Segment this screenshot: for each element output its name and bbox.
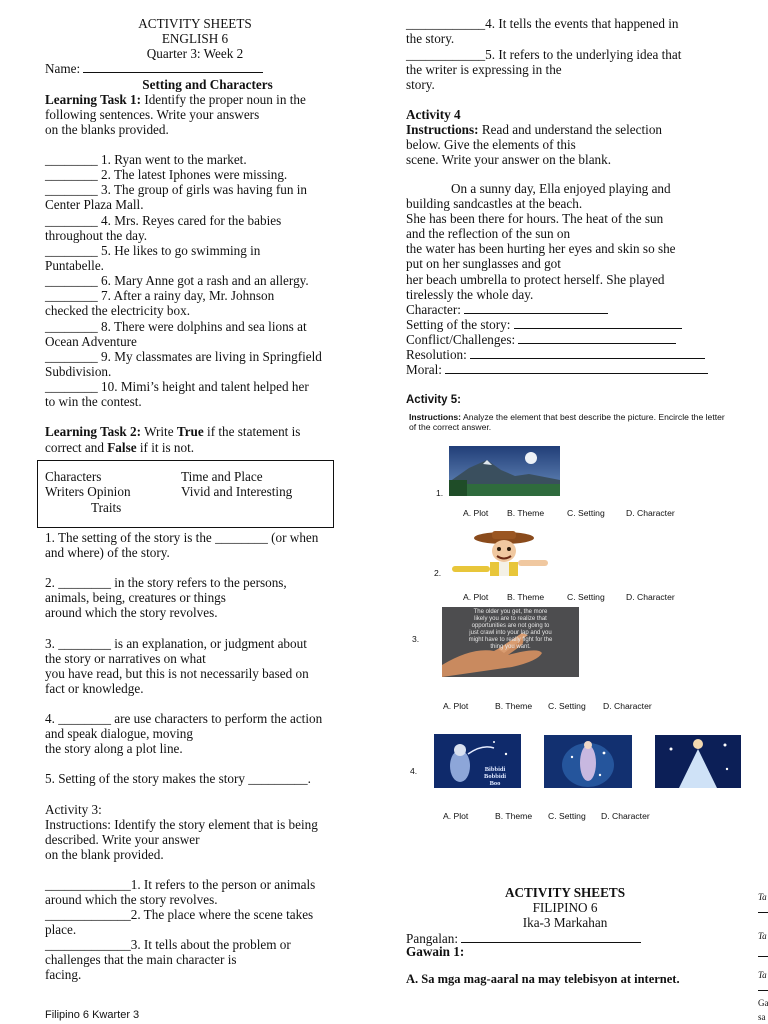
magic-words: [484, 766, 506, 787]
cutoff-line: [758, 990, 768, 991]
story-line: building sandcastles at the beach.: [406, 196, 583, 211]
activity3-item: _____________1. It refers to the person or animals: [45, 877, 316, 892]
fairy-godmother-image: [434, 734, 521, 788]
gawain-item-a: A. Sa mga mag-aaral na may telebisyon at internet.: [406, 972, 680, 986]
filipino-title: ACTIVITY SHEETS: [504, 885, 626, 900]
resolution-blank[interactable]: [470, 347, 705, 359]
false-word: False: [107, 440, 137, 455]
magic-word: Bibbidi: [484, 766, 506, 773]
q3-option-d[interactable]: D. Character: [603, 701, 652, 711]
word-bank-item: Traits: [91, 500, 122, 515]
activity3-item: ____________4. It tells the events that happened in: [406, 16, 679, 31]
task1-item: checked the electricity box.: [45, 303, 190, 318]
q4-option-c[interactable]: C. Setting: [548, 811, 586, 821]
task2-question: 2. ________ in the story refers to the persons,: [45, 575, 287, 590]
quote-hand-image: [442, 607, 579, 677]
quote-text: [442, 609, 579, 651]
activity3-title: Activity 3:: [45, 802, 102, 817]
task2-instr-text: if the statement is: [203, 424, 301, 439]
character-blank[interactable]: [464, 302, 608, 314]
moral-label: Moral:: [406, 362, 446, 377]
quarter-label: Quarter 3: Week 2: [146, 46, 244, 61]
story-line: put on her sunglasses and got: [406, 256, 561, 271]
activity5-instruction: [409, 412, 725, 422]
question-number: 2.: [434, 568, 442, 578]
q2-option-c[interactable]: C. Setting: [567, 592, 605, 602]
activity3-item: the writer is expressing in the: [406, 62, 562, 77]
cutoff-text: Ta: [758, 931, 767, 941]
task2-question: around which the story revolves.: [45, 605, 218, 620]
task2-question: and where) of the story.: [45, 545, 170, 560]
task1-item: ________ 5. He likes to go swimming in: [45, 243, 261, 258]
task1-item: ________ 9. My classmates are living in Springfield: [45, 349, 322, 364]
activity5-instr-text: Analyze the element that best describe the picture. Encircle the letter: [461, 412, 725, 422]
task1-item: to win the contest.: [45, 394, 142, 409]
story-line: She has been there for hours. The heat of the sun: [406, 211, 664, 226]
activity3-item: _____________3. It tells about the problem or: [45, 937, 291, 952]
task1-item: Center Plaza Mall.: [45, 197, 144, 212]
q4-option-a[interactable]: A. Plot: [443, 811, 469, 821]
quote-line: likely you are to realize that: [474, 616, 547, 622]
task1-instr-text: Identify the proper noun in the: [141, 92, 306, 107]
quote-line: might have to really fight for the: [468, 637, 553, 643]
cutoff-text: Ga: [758, 998, 768, 1008]
q4-option-d[interactable]: D. Character: [601, 811, 650, 821]
task2-question: fact or knowledge.: [45, 681, 144, 696]
activity3-instruction: described. Write your answer: [45, 832, 200, 847]
q1-option-a[interactable]: A. Plot: [463, 508, 489, 518]
q3-option-a[interactable]: A. Plot: [443, 701, 469, 711]
setting-label: Setting of the story:: [406, 317, 514, 332]
quote-line: The older you get, the more: [473, 609, 548, 615]
gawain-label: Gawain 1:: [406, 944, 465, 959]
resolution-label: Resolution:: [406, 347, 471, 362]
activity3-item: facing.: [45, 967, 82, 982]
word-bank-item: Time and Place: [181, 469, 263, 484]
word-bank-item: Vivid and Interesting: [181, 484, 293, 499]
task2-label: Learning Task 2:: [45, 424, 142, 439]
topic-heading: Setting and Characters: [142, 77, 273, 92]
name-field: [45, 61, 263, 76]
instructions-label: Instructions:: [409, 412, 462, 422]
instructions-label: Instructions:: [406, 122, 479, 137]
activity3-item: around which the story revolves.: [45, 892, 218, 907]
activity4-instr-text: Read and understand the selection: [478, 122, 663, 137]
quote-line: just crawl into your lap and you: [469, 630, 552, 636]
task1-label: Learning Task 1:: [45, 92, 142, 107]
mountain-landscape-image: [449, 446, 560, 496]
activity4-instruction: scene. Write your answer on the blank.: [406, 152, 612, 167]
question-number: 4.: [410, 766, 418, 776]
cutoff-text: sa: [758, 1012, 766, 1022]
task1-instruction: [45, 92, 306, 107]
activity3-instruction: Instructions: Identify the story element that is being: [45, 817, 318, 832]
name-label: Name:: [45, 61, 84, 76]
quote-line: opportunities are not going to: [471, 623, 550, 629]
story-line: On a sunny day, Ella enjoyed playing and: [451, 181, 671, 196]
activity4-instruction: [406, 122, 662, 137]
word-bank-item: Writers Opinion: [45, 484, 131, 499]
task1-item: ________ 3. The group of girls was having fun in: [45, 182, 308, 197]
question-number: 3.: [412, 634, 420, 644]
task2-question: you have read, but this is not necessarily based on: [45, 666, 309, 681]
pangalan-label: Pangalan:: [406, 931, 462, 946]
pangalan-blank[interactable]: [461, 931, 641, 943]
activity3-item: _____________2. The place where the scene takes: [45, 907, 314, 922]
task1-instr-line2: following sentences. Write your answers: [45, 107, 260, 122]
filipino-quarter: Ika-3 Markahan: [522, 915, 608, 930]
filipino-subject: FILIPINO 6: [532, 900, 598, 915]
q4-option-b[interactable]: B. Theme: [495, 811, 533, 821]
task1-item: ________ 6. Mary Anne got a rash and an allergy.: [45, 273, 309, 288]
cutoff-text: Ta: [758, 892, 767, 902]
cowboy-character-image: [452, 530, 562, 576]
activity3-item: story.: [406, 77, 435, 92]
task2-instr-text: if it is not.: [136, 440, 195, 455]
task2-question: and speak dialogue, moving: [45, 726, 193, 741]
task2-question: 1. The setting of the story is the ________ (or when: [45, 530, 319, 545]
word-bank-item: Characters: [45, 469, 102, 484]
task2-question: animals, being, creatures or things: [45, 590, 226, 605]
q1-option-d[interactable]: D. Character: [626, 508, 675, 518]
page-footer: Filipino 6 Kwarter 3: [45, 1009, 140, 1021]
magic-word: Boo: [489, 780, 501, 787]
q3-option-b[interactable]: B. Theme: [495, 701, 533, 711]
task1-item: ________ 4. Mrs. Reyes cared for the babies: [45, 213, 282, 228]
task1-item: ________ 7. After a rainy day, Mr. Johnson: [45, 288, 275, 303]
task2-question: 3. ________ is an explanation, or judgment about: [45, 636, 307, 651]
q2-option-b[interactable]: B. Theme: [507, 592, 545, 602]
subject-label: ENGLISH 6: [161, 31, 229, 46]
name-blank[interactable]: [83, 61, 263, 73]
setting-field: [406, 317, 682, 332]
task1-item: throughout the day.: [45, 228, 148, 243]
task2-question: the story along a plot line.: [45, 741, 183, 756]
task2-instr-line2: [45, 440, 194, 455]
character-field: [406, 302, 608, 317]
conflict-field: [406, 332, 676, 347]
activity3-instruction: on the blank provided.: [45, 847, 164, 862]
activity5-instruction: of the correct answer.: [409, 422, 492, 432]
moral-field: [406, 362, 708, 377]
cutoff-line: [758, 912, 768, 913]
cutoff-line: [758, 956, 768, 957]
task2-question: 4. ________ are use characters to perform the action: [45, 711, 323, 726]
task2-instruction: [45, 424, 300, 439]
quote-line: thing you want.: [490, 644, 531, 650]
story-line: and the reflection of the sun on: [406, 226, 571, 241]
q2-option-d[interactable]: D. Character: [626, 592, 675, 602]
activity3-item: ____________5. It refers to the underlying idea that: [406, 47, 682, 62]
q1-option-b[interactable]: B. Theme: [507, 508, 545, 518]
story-line: tirelessly the whole day.: [406, 287, 534, 302]
cinderella-gown-image: [655, 735, 741, 788]
conflict-label: Conflict/Challenges:: [406, 332, 519, 347]
q2-option-a[interactable]: A. Plot: [463, 592, 489, 602]
task1-item: ________ 2. The latest Iphones were missing.: [45, 167, 288, 182]
true-word: True: [176, 424, 204, 439]
conflict-blank[interactable]: [518, 332, 676, 344]
activity3-item: place.: [45, 922, 77, 937]
magic-word: Bobbidi: [484, 773, 507, 780]
q3-option-c[interactable]: C. Setting: [548, 701, 586, 711]
activity3-item: challenges that the main character is: [45, 952, 237, 967]
task1-item: Ocean Adventure: [45, 334, 137, 349]
task1-instr-line3: on the blanks provided.: [45, 122, 169, 137]
task2-instr-text: Write: [141, 424, 177, 439]
task1-item: ________ 1. Ryan went to the market.: [45, 152, 247, 167]
resolution-field: [406, 347, 705, 362]
cinderella-sparkle-image: [544, 735, 632, 788]
activity-sheets-title: ACTIVITY SHEETS: [138, 16, 252, 31]
activity3-item: the story.: [406, 31, 455, 46]
task1-item: ________ 8. There were dolphins and sea lions at: [45, 319, 307, 334]
activity4-instruction: below. Give the elements of this: [406, 137, 576, 152]
story-line: her beach umbrella to protect herself. She played: [406, 272, 665, 287]
setting-blank[interactable]: [514, 317, 682, 329]
cutoff-text: Ta: [758, 970, 767, 980]
moral-blank[interactable]: [445, 362, 708, 374]
task1-item: Subdivision.: [45, 364, 112, 379]
task1-item: Puntabelle.: [45, 258, 104, 273]
task2-question: the story or narratives on what: [45, 651, 206, 666]
task2-instr-text: correct and: [45, 440, 108, 455]
q1-option-c[interactable]: C. Setting: [567, 508, 605, 518]
question-number: 1.: [436, 488, 444, 498]
activity4-title: Activity 4: [406, 107, 461, 122]
task2-question: 5. Setting of the story makes the story _________.: [45, 771, 311, 786]
task1-item: ________ 10. Mimi’s height and talent helped her: [45, 379, 309, 394]
story-line: the water has been hurting her eyes and skin so she: [406, 241, 676, 256]
activity5-title: Activity 5:: [406, 394, 461, 406]
character-label: Character:: [406, 302, 465, 317]
